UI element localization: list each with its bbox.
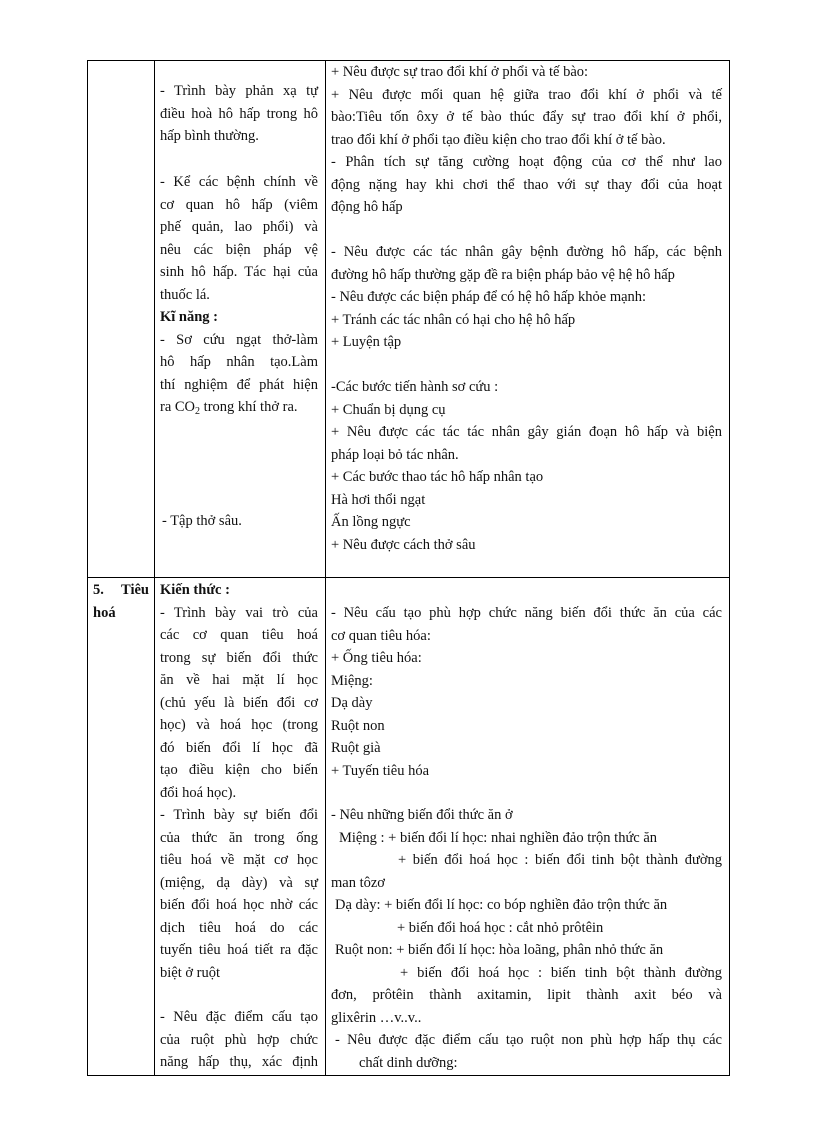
text-line: điều hoà hô hấp trong hô bbox=[160, 105, 318, 122]
text-line: - Nêu được các tác nhân gây bệnh đường hô hấp, các bệnh bbox=[331, 244, 722, 260]
text-line: + Chuẩn bị dụng cụ bbox=[331, 401, 446, 418]
table-row-divider bbox=[87, 577, 730, 578]
text-line: thuốc lá. bbox=[160, 286, 210, 303]
text-line: - Nêu những biến đổi thức ăn ở bbox=[331, 807, 513, 823]
text-line: + biến đổi hoá học : biến đổi tinh bột thành đường bbox=[398, 852, 722, 868]
row4-objectives-cell-b bbox=[160, 171, 318, 419]
text-line: Ruột non: + biến đổi lí học: hòa loãng, phân nhỏ thức ăn bbox=[335, 942, 664, 958]
text-line: + Nêu được các tác tác nhân gây gián đoạn hô hấp và biện bbox=[331, 424, 722, 440]
row5-topic-cell bbox=[93, 579, 149, 624]
text-line: -Các bước tiến hành sơ cứu : bbox=[331, 379, 499, 395]
text-line: Ấn lồng ngực bbox=[331, 514, 411, 530]
row4-objectives-cell bbox=[160, 80, 318, 148]
text-line: + Tránh các tác nhân có hại cho hệ hô hấp bbox=[331, 311, 576, 328]
text-line: man tôzơ bbox=[331, 874, 385, 891]
row5-requirements-cell-b bbox=[331, 804, 722, 1074]
text-line: đó biến đổi lí học đã bbox=[160, 739, 318, 756]
text-line: Miệng: bbox=[331, 672, 373, 689]
text-line: các cơ quan tiêu hoá bbox=[160, 627, 318, 643]
text-line: tuyến tiêu hoá tiết ra đặc bbox=[160, 942, 318, 958]
text-line: - Trình bày phản xạ tự bbox=[160, 83, 318, 99]
text-line: động hô hấp bbox=[331, 199, 403, 215]
text-line: hô hấp nhân tạo.Làm bbox=[160, 354, 318, 370]
text-line: - Sơ cứu ngạt thở-làm bbox=[160, 331, 318, 348]
text-line: + Ống tiêu hóa: bbox=[331, 650, 422, 666]
text-line: đơn, prôtêin thành axitamin, lipit thành axit béo và bbox=[331, 987, 722, 1003]
text-line: hấp bình thường. bbox=[160, 128, 259, 144]
text-line bbox=[160, 396, 318, 419]
text-fragment: ra CO bbox=[160, 399, 196, 415]
text-line: + Luyện tập bbox=[331, 334, 402, 350]
text-line: động nặng hay khi chơi thể thao với sự thay đổi của hoạt bbox=[331, 176, 722, 193]
text-line: + Các bước thao tác hô hấp nhân tạo bbox=[331, 469, 544, 485]
text-line: học) và hoá học (trong bbox=[160, 717, 318, 733]
text-line: Dạ dày bbox=[331, 695, 373, 711]
topic-label: 5. Tiêu bbox=[93, 582, 149, 598]
text-line: - Nêu được đặc điểm cấu tạo ruột non phù hợp hấp thụ các bbox=[335, 1032, 722, 1048]
text-line: tiêu hoá về mặt cơ học bbox=[160, 852, 318, 868]
row4-requirements-cell-c bbox=[331, 376, 722, 556]
text-line: - Kể các bệnh chính về bbox=[160, 174, 318, 190]
text-line: dịch tiêu hoá do các bbox=[160, 919, 318, 936]
text-line: - Trình bày vai trò của bbox=[160, 604, 318, 621]
row4-breathing-item bbox=[162, 510, 318, 533]
text-line: trao đổi khí ở phổi tạo điều kiện cho trao đổi khí ở tế bào. bbox=[331, 131, 666, 148]
text-line: của thức ăn trong ống bbox=[160, 829, 318, 846]
knowledge-heading: Kiến thức : bbox=[160, 582, 230, 598]
skills-heading: Kĩ năng : bbox=[160, 309, 219, 325]
text-line: + biến đổi hoá học : biến tinh bột thành đường bbox=[400, 964, 722, 981]
text-line: - Trình bày sự biến đổi bbox=[160, 807, 318, 823]
topic-label: hoá bbox=[93, 604, 116, 621]
text-line: + Nêu được cách thở sâu bbox=[331, 536, 476, 553]
table-border-right bbox=[729, 60, 730, 1076]
text-line: - Nêu cấu tạo phù hợp chức năng biến đổi thức ăn của các bbox=[331, 605, 722, 621]
text-line: ăn về hai mặt lí học bbox=[160, 672, 318, 688]
text-line: phế quản, lao phổi) và bbox=[160, 219, 318, 235]
text-line: bào:Tiêu tốn ôxy ở tế bào thúc đẩy sự trao đổi khí ở phổi, bbox=[331, 109, 722, 125]
table-column-divider-1 bbox=[154, 60, 155, 1076]
row4-requirements-cell-b bbox=[331, 241, 722, 354]
text-line: chất dinh dưỡng: bbox=[359, 1054, 458, 1071]
text-line: Hà hơi thổi ngạt bbox=[331, 491, 426, 508]
text-line: - Nêu được các biện pháp để có hệ hô hấp khỏe mạnh: bbox=[331, 289, 647, 305]
table-border-left bbox=[87, 60, 88, 1076]
text-line: Ruột non bbox=[331, 717, 385, 734]
text-line: cơ quan hô hấp (viêm bbox=[160, 196, 318, 213]
text-line: cơ quan tiêu hóa: bbox=[331, 627, 431, 644]
row5-objectives-cell-b bbox=[160, 1006, 318, 1074]
text-line: đường hô hấp thường gặp đề ra biện pháp bảo vệ hệ hô hấp bbox=[331, 266, 675, 283]
text-line: + Tuyến tiêu hóa bbox=[331, 762, 430, 779]
text-line: - Nêu đặc điểm cấu tạo bbox=[160, 1009, 318, 1025]
text-line: (chủ yếu là biến đổi cơ bbox=[160, 694, 318, 711]
text-line: biến đổi hoá học nhờ các bbox=[160, 897, 318, 913]
text-line: nêu các biện pháp vệ bbox=[160, 241, 318, 258]
text-line: đổi hoá học). bbox=[160, 784, 237, 801]
subscript: 2 bbox=[195, 406, 201, 417]
text-line: thí nghiệm để phát hiện bbox=[160, 376, 318, 393]
text-line: Miệng : + biến đổi lí học: nhai nghiền đảo trộn thức ăn bbox=[339, 829, 658, 846]
text-line: Ruột già bbox=[331, 740, 381, 756]
text-line: glixêrin …v..v.. bbox=[331, 1009, 422, 1026]
text-line: + Nêu được sự trao đổi khí ở phổi và tế bào: bbox=[331, 64, 589, 80]
text-line: của ruột phù hợp chức bbox=[160, 1031, 318, 1048]
text-line: năng hấp thụ, xác định bbox=[160, 1054, 318, 1070]
row5-requirements-cell bbox=[331, 602, 722, 782]
text-line: + biến đổi hoá học : cắt nhỏ prôtêin bbox=[397, 919, 604, 936]
text-line: (miệng, dạ dày) và sự bbox=[160, 874, 318, 891]
row5-objectives-cell bbox=[160, 579, 318, 984]
table-column-divider-2 bbox=[325, 60, 326, 1076]
text-line: biệt ở ruột bbox=[160, 964, 221, 981]
text-line: tạo điều kiện cho biến bbox=[160, 762, 318, 778]
text-line: - Tập thở sâu. bbox=[162, 513, 242, 529]
table-border-bottom bbox=[87, 1075, 730, 1076]
text-line: pháp loại bỏ tác nhân. bbox=[331, 446, 459, 463]
text-fragment: trong khí thở ra. bbox=[200, 399, 298, 415]
row4-requirements-cell bbox=[331, 61, 722, 219]
text-line: trong sự biến đổi thức bbox=[160, 649, 318, 666]
text-line: + Nêu được mối quan hệ giữa trao đổi khí ở phổi và tế bbox=[331, 86, 722, 103]
text-line: sinh hô hấp. Tác hại của bbox=[160, 264, 318, 280]
text-line: - Phân tích sự tăng cường hoạt động của cơ thể như lao bbox=[331, 154, 722, 170]
text-line: Dạ dày: + biến đổi lí học: co bóp nghiền đảo trộn thức ăn bbox=[335, 897, 668, 913]
